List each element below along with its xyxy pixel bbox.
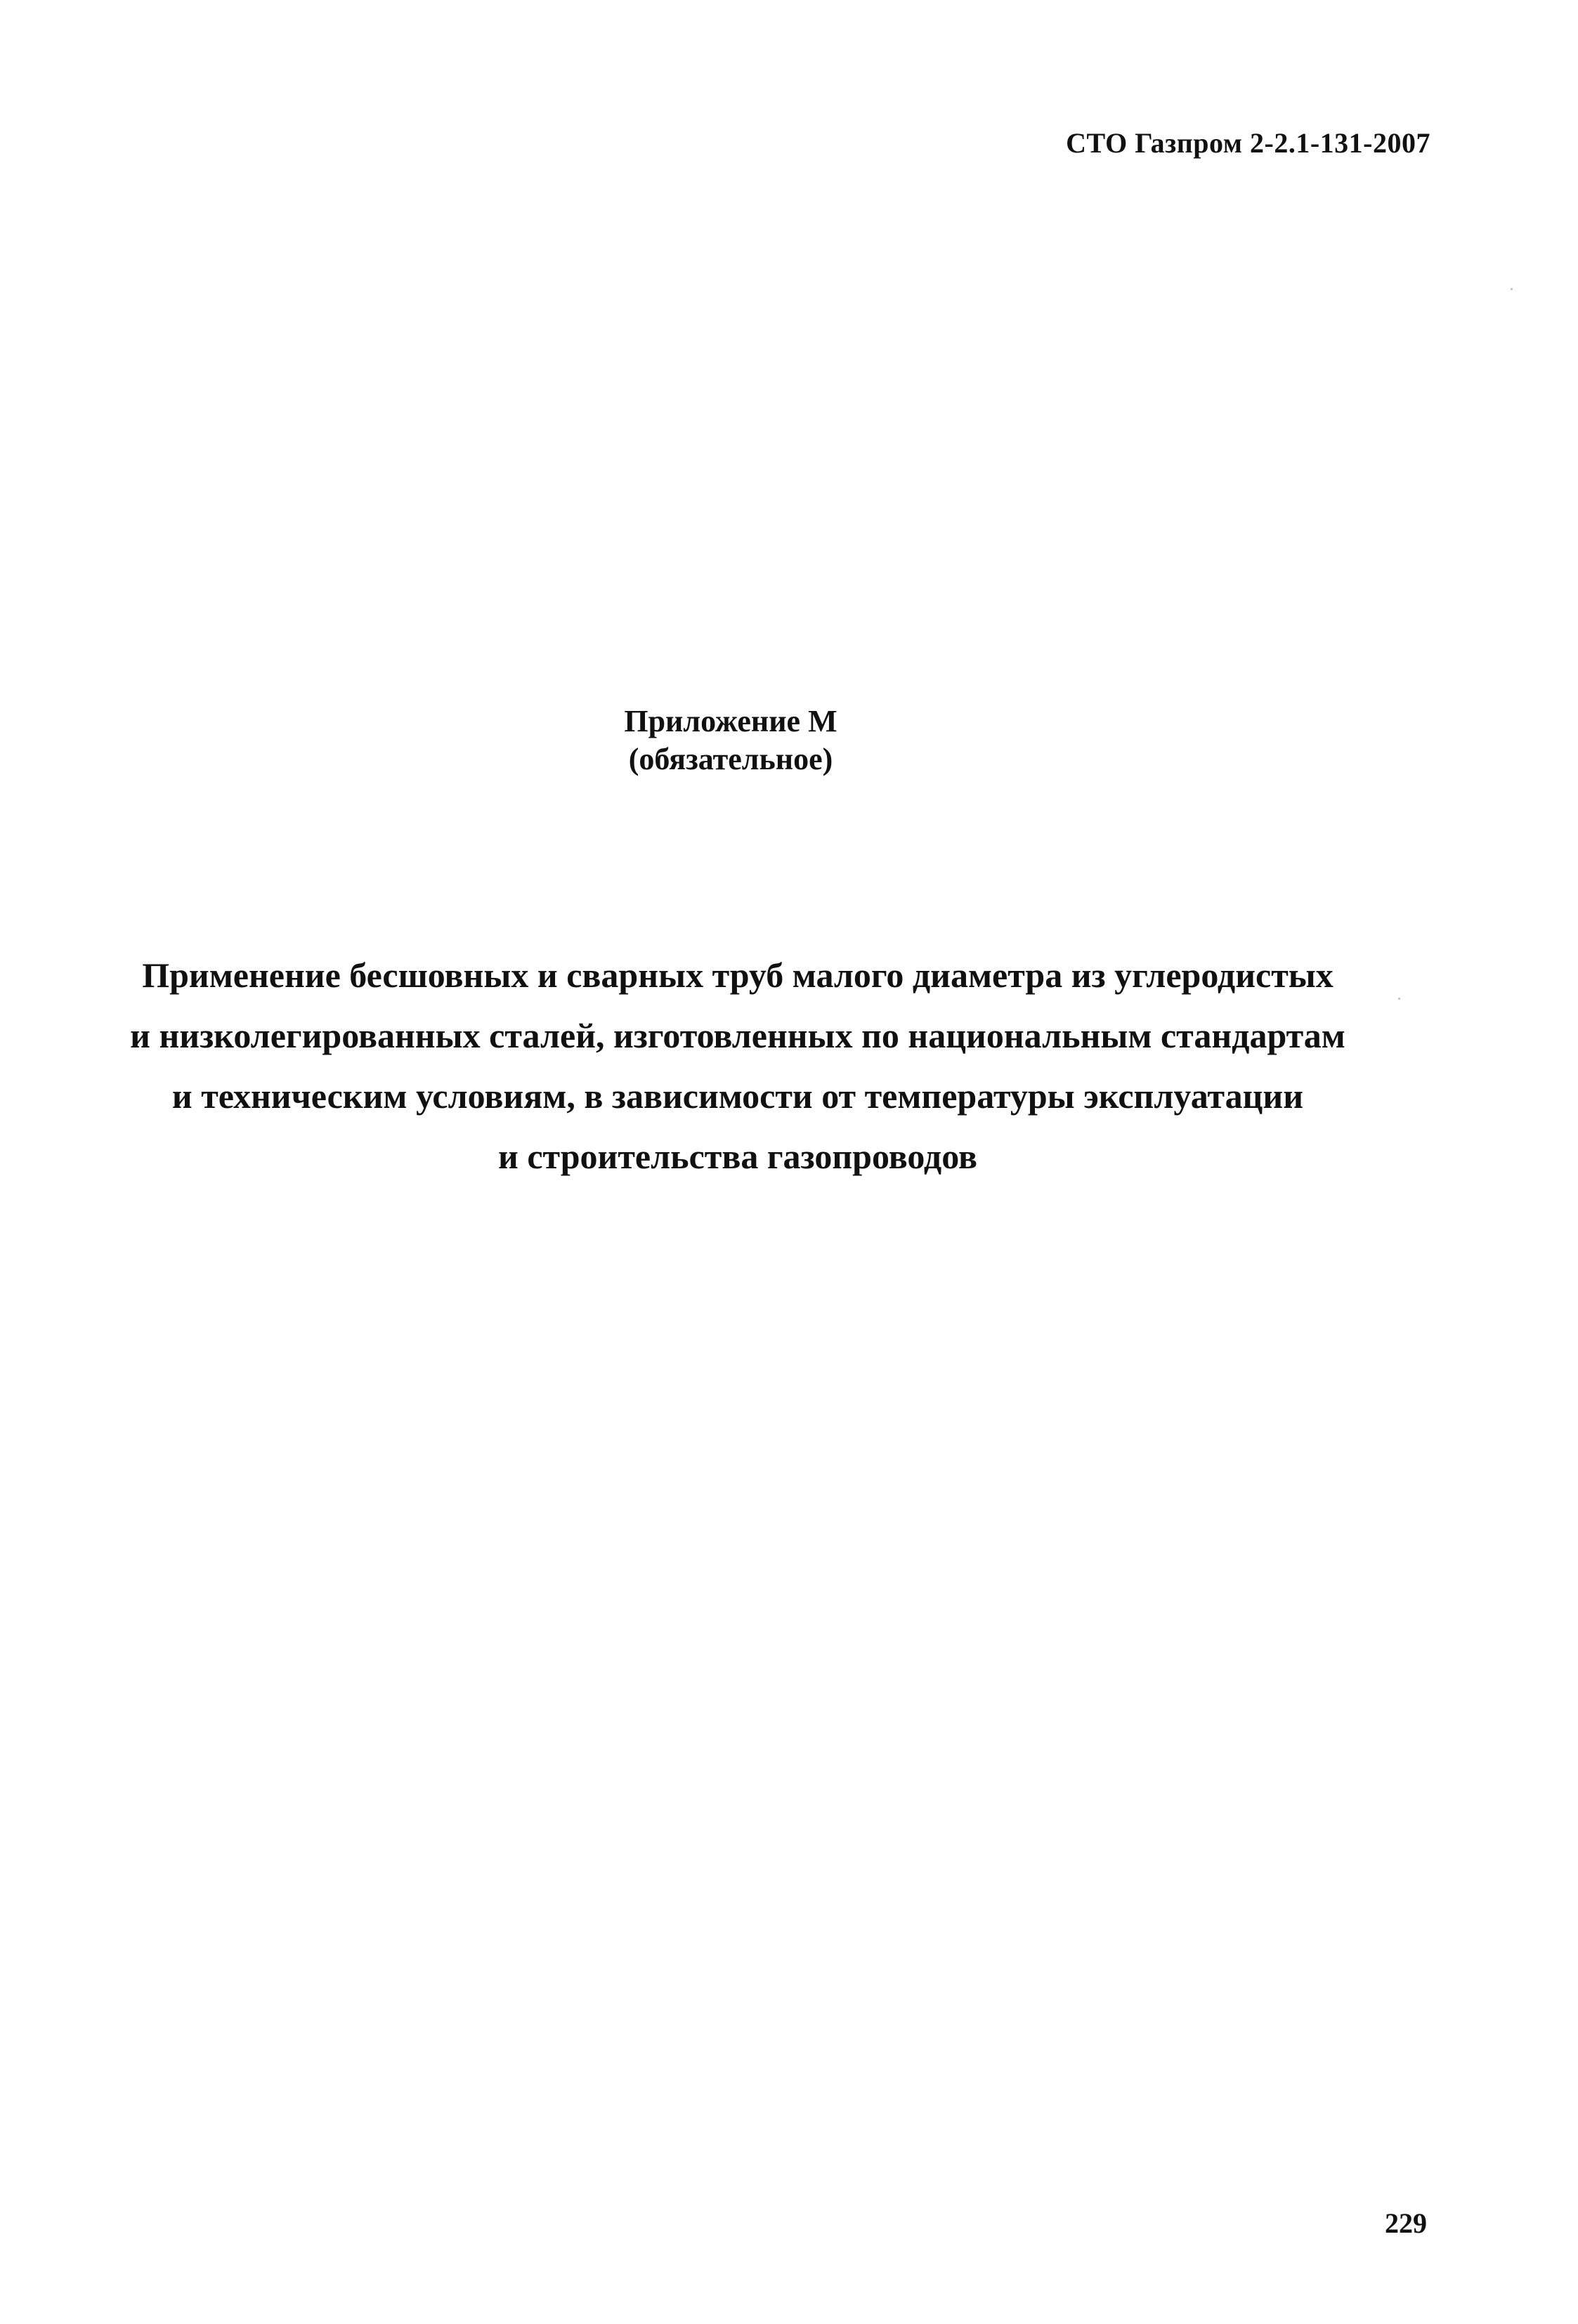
appendix-title: Приложение М [624, 704, 837, 738]
main-title-line: и строительства газопроводов [498, 1137, 977, 1176]
scan-speck [1398, 998, 1400, 1000]
main-title-line: Применение бесшовных и сварных труб малого диаметра из углеродистых [142, 955, 1334, 995]
main-title [84, 945, 1391, 1187]
page-number: 229 [1385, 2207, 1427, 2239]
document-code-header: СТО Газпром 2-2.1-131-2007 [1066, 127, 1430, 159]
main-title-line: и техническим условиям, в зависимости от температуры эксплуатации [171, 1076, 1304, 1116]
scan-speck [1511, 288, 1513, 290]
main-title-line: и низколегированных сталей, изготовленных по национальным стандартам [130, 1016, 1345, 1055]
appendix-status: (обязательное) [628, 742, 833, 776]
appendix-heading [0, 703, 1461, 778]
